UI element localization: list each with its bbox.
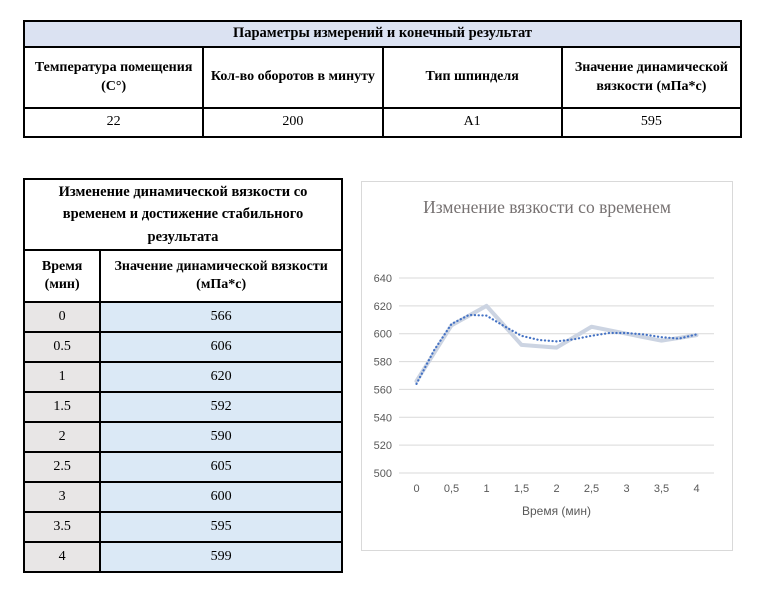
time-cell: 2 [24,422,100,452]
x-tick-label: 3,5 [653,483,670,495]
y-tick-label: 620 [373,300,392,313]
viscosity-value-cell: 605 [100,452,342,482]
x-tick-label: 2 [553,483,560,495]
y-tick-label: 640 [373,273,392,285]
viscosity-value-cell: 566 [100,302,342,332]
y-tick-label: 600 [373,328,392,341]
params-column-header: Кол-во оборотов в минуту [203,47,382,108]
params-column-header: Тип шпинделя [383,47,562,108]
x-tick-label: 2,5 [583,483,600,495]
table-row [24,392,342,422]
viscosity-value-cell: 590 [100,422,342,452]
x-tick-label: 1,5 [513,483,530,495]
viscosity-table-title: Изменение динамической вязкости со временем и достижение стабильного результата [24,179,342,250]
viscosity-column-header: Время (мин) [24,250,100,302]
viscosity-chart [361,181,733,551]
params-table-header-row [24,47,741,108]
params-table-value-row [24,108,741,137]
time-cell: 1.5 [24,392,100,422]
x-tick-label: 0,5 [443,483,460,495]
viscosity-value-cell: 606 [100,332,342,362]
time-cell: 4 [24,542,100,572]
params-table [23,20,742,138]
viscosity-series-line [417,306,697,381]
viscosity-value-cell: 599 [100,542,342,572]
viscosity-column-header: Значение динамической вязкости (мПа*с) [100,250,342,302]
y-tick-label: 520 [373,440,392,453]
chart-title: Изменение вязкости со временем [423,197,671,217]
viscosity-value-cell: 595 [100,512,342,542]
params-table-title: Параметры измерений и конечный результат [24,21,741,47]
viscosity-table [23,178,343,573]
x-tick-label: 4 [693,483,700,495]
y-tick-label: 560 [373,384,392,397]
y-tick-label: 540 [373,412,392,425]
params-column-header: Значение динамической вязкости (мПа*с) [562,47,741,108]
time-cell: 1 [24,362,100,392]
params-value-cell: А1 [383,108,562,137]
table-row [24,332,342,362]
params-value-cell: 595 [562,108,741,137]
y-tick-label: 500 [373,468,392,480]
time-cell: 0.5 [24,332,100,362]
time-cell: 0 [24,302,100,332]
viscosity-value-cell: 620 [100,362,342,392]
time-cell: 2.5 [24,452,100,482]
params-value-cell: 22 [24,108,203,137]
viscosity-table-header-row [24,250,342,302]
time-cell: 3.5 [24,512,100,542]
table-row [24,302,342,332]
viscosity-value-cell: 600 [100,482,342,512]
table-row [24,362,342,392]
chart-plot-area [362,182,732,550]
table-row [24,512,342,542]
y-tick-label: 580 [373,356,392,369]
x-tick-label: 3 [623,483,630,495]
table-row [24,542,342,572]
table-row [24,422,342,452]
params-value-cell: 200 [203,108,382,137]
table-row [24,482,342,512]
x-tick-label: 1 [483,483,490,495]
time-cell: 3 [24,482,100,512]
viscosity-value-cell: 592 [100,392,342,422]
table-row [24,452,342,482]
x-axis-title: Время (мин) [521,504,592,518]
x-tick-label: 0 [413,483,420,495]
params-column-header: Температура помещения (С°) [24,47,203,108]
